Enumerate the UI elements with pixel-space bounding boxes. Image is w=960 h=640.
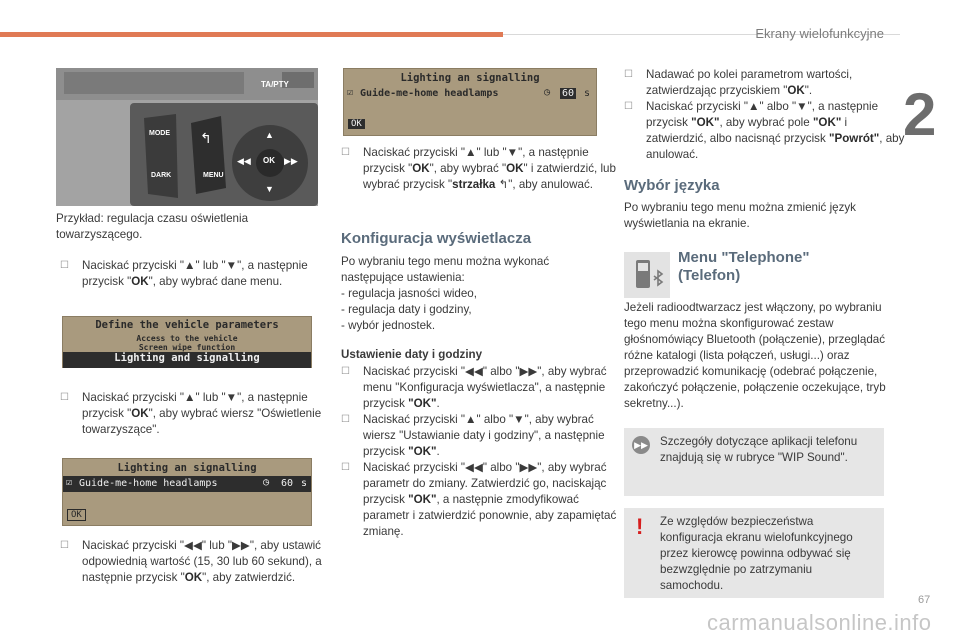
lcd-row: ☑ Guide-me-home headlamps ◷ 60 s <box>347 87 591 99</box>
panel-menu-button[interactable]: MENU <box>203 172 224 179</box>
bullet-icon: ☐ <box>60 392 69 403</box>
bullet-icon: ☐ <box>341 147 350 158</box>
example-intro: Przykład: regulacja czasu oświetlenia towarzyszącego. <box>56 212 249 241</box>
display-config-title: Konfiguracja wyświetlacza <box>341 230 532 247</box>
lcd-lighting-signalling <box>62 458 312 526</box>
panel-ta-label: TA/PTY <box>261 80 289 89</box>
panel-dark-button[interactable]: DARK <box>151 172 172 179</box>
lcd-title: Define the vehicle parameters <box>95 319 279 331</box>
col1-step-3: ☐ Naciskać przyciski "◀◀" lub "▶▶", aby ustawić odpowiednią wartość (15, 30 lub 60 sekund), a następnie przycisk "OK", aby zatwierdzić. <box>60 539 322 584</box>
clock-icon: ◷ <box>544 87 551 98</box>
lcd-line: Screen wipe function <box>138 343 236 352</box>
bullet-icon: ☐ <box>60 540 69 551</box>
telephone-text: Jeżeli radioodtwarzacz jest włączony, po wybraniu tego menu można skonfigurować zestaw głośnomówiący Bluetooth (połączenie), przeglądać różne katalogi (lista połączeń, usługi...) oraz przeprowadzić komunikację (odebrać połączenie, zakończyć połączenie, połączenie oczekujące, tryb sekretny...). <box>624 301 886 410</box>
telephone-menu-title: Menu "Telephone" (Telefon) <box>678 249 810 284</box>
lcd-selected-row: Lighting and signalling <box>63 352 311 368</box>
panel-up-icon[interactable]: ▲ <box>265 130 274 140</box>
col2-step-1: ☐ Naciskać przyciski "▲" lub "▼", a następnie przycisk "OK", aby wybrać "OK" i zatwierdzić, lub wybrać przycisk "strzałka ↰", aby anulować. <box>341 146 616 191</box>
warning-note <box>624 508 884 598</box>
chapter-number: 2 <box>903 81 937 148</box>
panel-back-icon[interactable]: ↰ <box>200 130 212 146</box>
language-title: Wybór języka <box>624 177 720 194</box>
panel-mode-button[interactable]: MODE <box>149 130 170 137</box>
warning-exclamation-icon: ! <box>636 514 644 539</box>
info-note <box>624 428 884 496</box>
checkbox-icon: ☑ <box>66 477 73 488</box>
checkbox-icon: ☑ <box>347 87 354 98</box>
info-note-text: Szczegóły dotyczące aplikacji telefonu znajdują się w rubryce "WIP Sound". <box>660 435 858 464</box>
watermark: carmanualsonline.info <box>707 610 932 635</box>
col3-step-2: ☐ Naciskać przyciski "▲" albo "▼", a następnie przycisk "OK", aby wybrać pole "OK" i zatwierdzić, albo nacisnąć przycisk "Powrót", aby anulować. <box>624 100 905 161</box>
clock-icon: ◷ <box>263 477 270 488</box>
bullet-icon: ☐ <box>341 414 350 425</box>
bullet-icon: ☐ <box>624 69 633 80</box>
info-double-arrow-icon: ▶▶ <box>632 436 650 454</box>
date-time-subtitle: Ustawienie daty i godziny <box>341 348 483 361</box>
lcd-ok-button: OK <box>348 119 365 129</box>
col1-step-1: ☐ Naciskać przyciski "▲" lub "▼", a następnie przycisk "OK", aby wybrać dane menu. <box>60 259 308 288</box>
lcd-selected-row: ☑ Guide-me-home headlamps ◷ 60 s <box>63 476 311 492</box>
display-config-intro: Po wybraniu tego menu można wykonać następujące ustawienia: <box>341 255 550 284</box>
lcd-title: Lighting an signalling <box>400 72 540 84</box>
col3-step-1: ☐ Nadawać po kolei parametrom wartości, zatwierdzając przyciskiem "OK". <box>624 68 853 97</box>
col1-step-2: ☐ Naciskać przyciski "▲" lub "▼", a następnie przycisk "OK", aby wybrać wiersz "Oświetlenie towarzyszące". <box>60 391 322 436</box>
lcd-lighting-signalling-2 <box>343 68 597 136</box>
col2-step-4: ☐ Naciskać przyciski "◀◀" albo "▶▶", aby wybrać parametr do zmiany. Zatwierdzić go, naciskając przycisk "OK", a następnie zmodyfikować parametr i zatwierdzić ponownie, aby zapamiętać zmianę. <box>341 461 617 538</box>
lcd-vehicle-parameters <box>62 316 312 368</box>
bullet-icon: ☐ <box>341 462 350 473</box>
header-accent-bar <box>0 32 503 37</box>
config-list-item: - regulacja daty i godziny, <box>341 303 472 316</box>
bullet-icon: ☐ <box>60 260 69 271</box>
panel-ok-button[interactable]: OK <box>263 156 275 165</box>
panel-next-icon[interactable]: ▶▶ <box>284 156 298 166</box>
control-panel-image <box>56 68 318 206</box>
bullet-icon: ☐ <box>341 366 350 377</box>
bullet-icon: ☐ <box>624 101 633 112</box>
lcd-title: Lighting an signalling <box>117 462 257 474</box>
page-number: 67 <box>918 594 931 606</box>
section-title: Ekrany wielofunkcyjne <box>755 26 884 41</box>
warning-note-text: Ze względów bezpieczeństwa konfiguracja ekranu wielofunkcyjnego przez kierowcę powinna odbywać się bezwzględnie po zatrzymaniu samochodu. <box>660 515 853 592</box>
panel-down-icon[interactable]: ▼ <box>265 184 274 194</box>
config-list-item: - regulacja jasności wideo, <box>341 287 477 300</box>
lcd-line: Access to the vehicle <box>136 334 238 343</box>
col2-step-2: ☐ Naciskać przyciski "◀◀" albo "▶▶", aby wybrać menu "Konfiguracja wyświetlacza", a następnie przycisk "OK". <box>341 365 607 410</box>
language-text: Po wybraniu tego menu można zmienić język wyświetlania na ekranie. <box>624 201 856 230</box>
phone-bluetooth-icon <box>624 252 670 298</box>
lcd-ok-button: OK <box>67 509 86 521</box>
panel-prev-icon[interactable]: ◀◀ <box>237 156 251 166</box>
col2-step-3: ☐ Naciskać przyciski "▲" albo "▼", aby wybrać wiersz "Ustawianie daty i godziny", a następnie przycisk "OK". <box>341 413 605 458</box>
config-list-item: - wybór jednostek. <box>341 319 436 332</box>
